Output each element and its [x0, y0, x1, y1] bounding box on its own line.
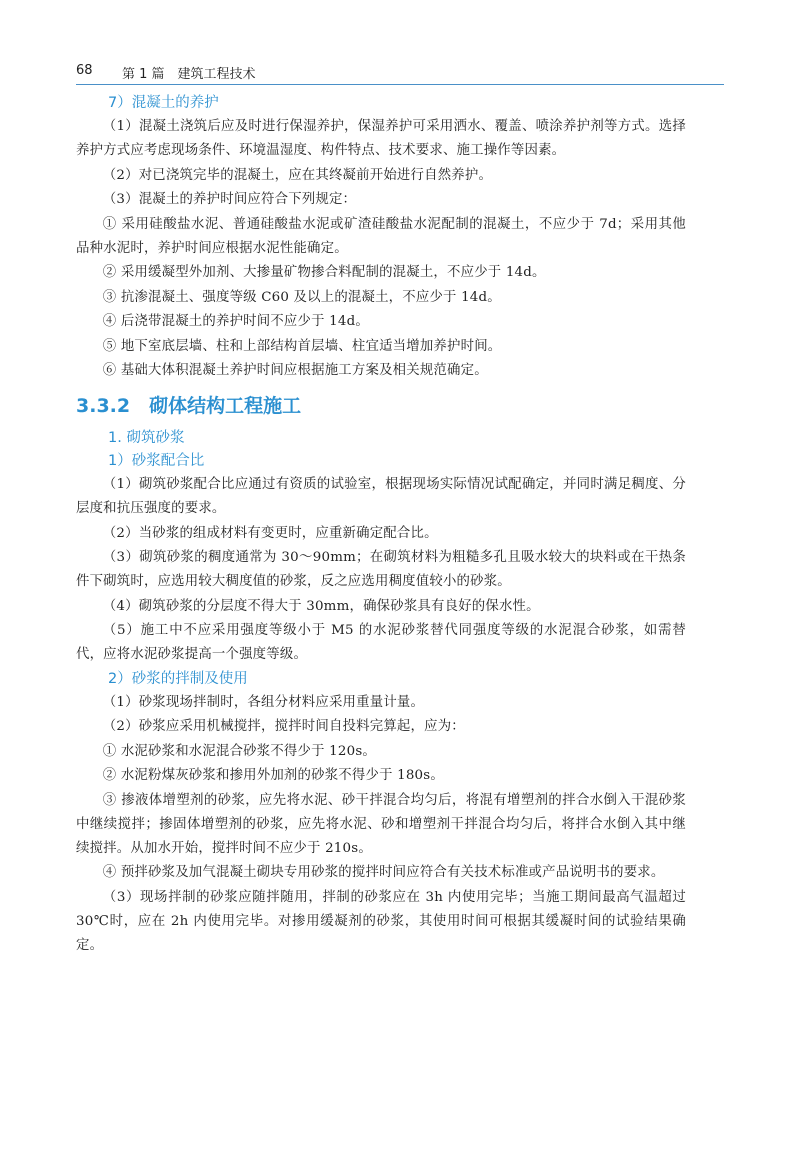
- page-header: [76, 60, 724, 85]
- paragraph: （3）砌筑砂浆的稠度通常为 30～90mm；在砌筑材料为粗糙多孔且吸水较大的块料或在干热条件下砌筑时，应选用较大稠度值的砂浆，反之应选用稠度值较小的砂浆。: [76, 550, 686, 589]
- paragraph: （1）砌筑砂浆配合比应通过有资质的试验室，根据现场实际情况试配确定，并同时满足稠度、分层度和抗压强度的要求。: [76, 477, 686, 516]
- subheading: 7）混凝土的养护: [108, 95, 219, 111]
- paragraph: （4）砌筑砂浆的分层度不得大于 30mm，确保砂浆具有良好的保水性。: [102, 598, 540, 614]
- subheading: 1）砂浆配合比: [108, 453, 205, 469]
- paragraph: （1）混凝土浇筑后应及时进行保湿养护，保湿养护可采用洒水、覆盖、喷涂养护剂等方式。选择养护方式应考虑现场条件、环境温湿度、构件特点、技术要求、施工操作等因素。: [76, 119, 686, 158]
- paragraph: ② 采用缓凝型外加剂、大掺量矿物掺合料配制的混凝土，不应少于 14d。: [102, 265, 546, 280]
- section-heading: 3.3.2 砌体结构工程施工: [76, 395, 302, 417]
- paragraph: ⑤ 地下室底层墙、柱和上部结构首层墙、柱宜适当增加养护时间。: [102, 338, 502, 354]
- paragraph: （3）现场拌制的砂浆应随拌随用，拌制的砂浆应在 3h 内使用完毕；当施工期间最高气温超过 30℃时，应在 2h 内使用完毕。对掺用缓凝剂的砂浆，其使用时间可根据其缓凝时间的试验结果确定。: [76, 889, 686, 953]
- subheading: 2）砂浆的拌制及使用: [108, 670, 248, 687]
- paragraph: （2）对已浇筑完毕的混凝土，应在其终凝前开始进行自然养护。: [102, 167, 493, 183]
- subheading: 1. 砌筑砂浆: [108, 430, 185, 446]
- paragraph: ③ 掺液体增塑剂的砂浆，应先将水泥、砂干拌混合均匀后，将混有增塑剂的拌合水倒入干混砂浆中继续搅拌；掺固体增塑剂的砂浆，应先将水泥、砂和增塑剂干拌混合均匀后，将拌合水倒入其中继续搅拌。从加水开始，搅拌时间不应少于 210s。: [76, 792, 686, 856]
- paragraph: （3）混凝土的养护时间应符合下列规定：: [102, 192, 357, 207]
- paragraph: （2）当砂浆的组成材料有变更时，应重新确定配合比。: [102, 525, 438, 541]
- paragraph: （5）施工中不应采用强度等级小于 M5 的水泥砂浆替代同强度等级的水泥混合砂浆，如需替代，应将水泥砂浆提高一个强度等级。: [76, 623, 686, 662]
- page-content: [76, 92, 686, 958]
- paragraph: ① 采用硅酸盐水泥、普通硅酸盐水泥或矿渣硅酸盐水泥配制的混凝土，不应少于 7d；采用其他品种水泥时，养护时间应根据水泥性能确定。: [76, 216, 686, 256]
- paragraph: ① 水泥砂浆和水泥混合砂浆不得少于 120s。: [102, 743, 376, 759]
- page-number: 68: [76, 63, 93, 78]
- paragraph: （1）砂浆现场拌制时，各组分材料应采用重量计量。: [102, 694, 425, 710]
- paragraph: ③ 抗渗混凝土、强度等级 C60 及以上的混凝土，不应少于 14d。: [102, 289, 501, 305]
- chapter-title: 第 1 篇 建筑工程技术: [122, 67, 256, 82]
- paragraph: ④ 预拌砂浆及加气混凝土砌块专用砂浆的搅拌时间应符合有关技术标准或产品说明书的要求。: [102, 865, 665, 880]
- paragraph: ④ 后浇带混凝土的养护时间不应少于 14d。: [102, 314, 369, 329]
- paragraph: ⑥ 基础大体积混凝土养护时间应根据施工方案及相关规范确定。: [102, 363, 488, 378]
- paragraph: （2）砂浆应采用机械搅拌，搅拌时间自投料完算起，应为：: [102, 719, 465, 734]
- paragraph: ② 水泥粉煤灰砂浆和掺用外加剂的砂浆不得少于 180s。: [102, 768, 444, 783]
